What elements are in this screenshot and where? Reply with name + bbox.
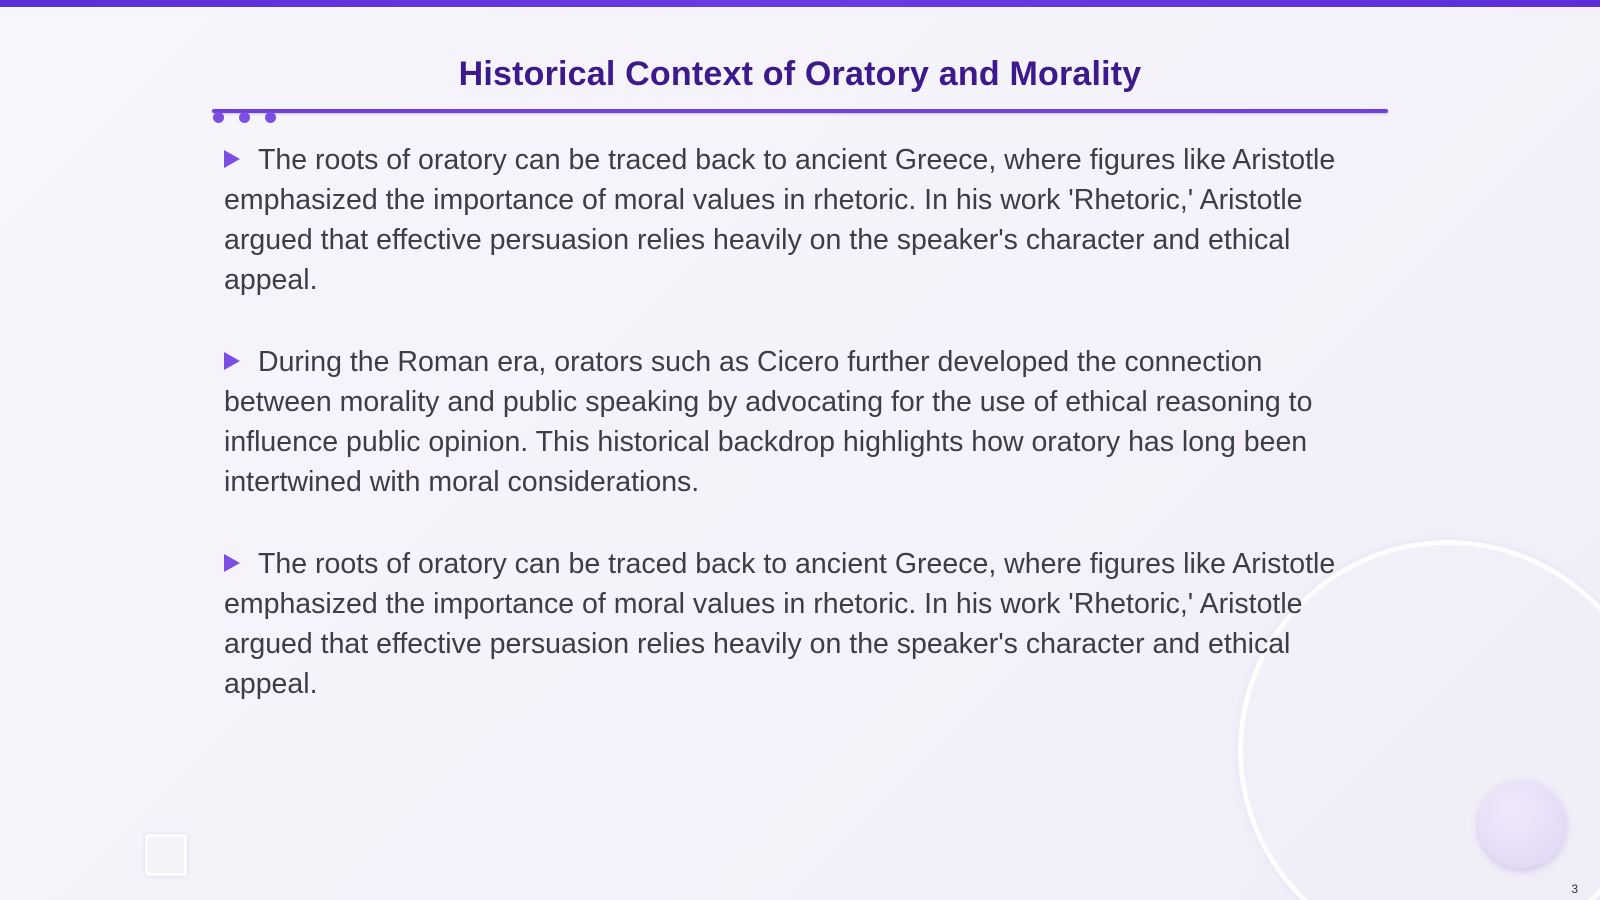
bullet-text: The roots of oratory can be traced back to ancient Greece, where figures like Aristotle emphasized the importance of moral values in rhetoric. In his work 'Rhetoric,' Aristotle argued that effective persuasion relies heavily on the speaker's character and ethical appeal.: [224, 144, 1336, 296]
slide-title: Historical Context of Oratory and Morality: [458, 55, 1142, 93]
page-number: 3: [1571, 882, 1578, 896]
top-accent-bar: [0, 0, 1600, 7]
bullet-item: [224, 140, 1374, 300]
bullet-text: The roots of oratory can be traced back to ancient Greece, where figures like Aristotle emphasized the importance of moral values in rhetoric. In his work 'Rhetoric,' Aristotle argued that effective persuasion relies heavily on the speaker's character and ethical appeal.: [224, 548, 1336, 700]
bullet-text: During the Roman era, orators such as Cicero further developed the connection between morality and public speaking by advocating for the use of ethical reasoning to influence public opinion. This historical backdrop highlights how oratory has long been intertwined with moral considerations.: [224, 346, 1313, 498]
title-dot: [239, 112, 250, 123]
decorative-bubble: [1478, 780, 1566, 868]
title-underline: [212, 109, 1388, 113]
title-dot: [213, 112, 224, 123]
bullet-item: [224, 342, 1374, 502]
decorative-square-outline: [145, 834, 187, 876]
title-dot: [265, 112, 276, 123]
bullet-item: [224, 544, 1374, 704]
triangle-right-icon: [224, 352, 240, 370]
triangle-right-icon: [224, 150, 240, 168]
triangle-right-icon: [224, 554, 240, 572]
bullet-list: [224, 140, 1374, 746]
